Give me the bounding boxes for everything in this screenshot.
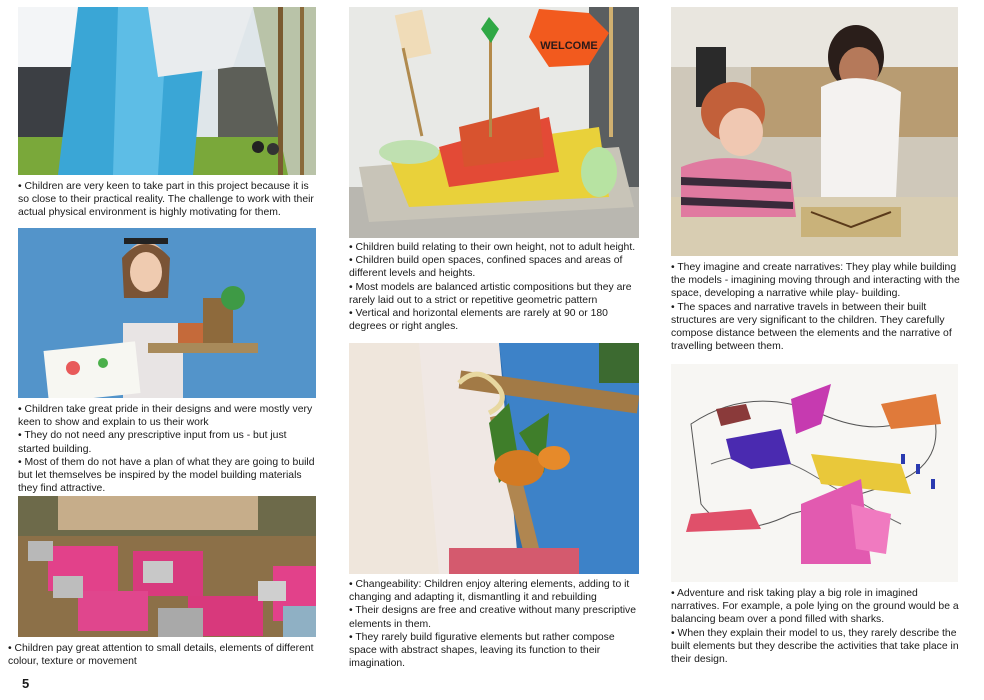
caption-line: • Most models are balanced artistic compositions but they are rarely laid out to a strict or repetitive geometric pattern xyxy=(349,281,632,306)
caption-adventure xyxy=(671,587,961,666)
caption-line: • Children pay great attention to small details, elements of different colour, texture or movement xyxy=(8,643,314,668)
caption-pride xyxy=(18,403,318,495)
caption-line: • Most of them do not have a plan of what they are going to build but let themselves be inspired by the model building materials they find attractive. xyxy=(18,456,315,495)
photo-tent-outdoors xyxy=(18,7,316,175)
caption-line: • Their designs are free and creative without many prescriptive elements in them. xyxy=(349,605,637,630)
caption-heights xyxy=(349,241,642,333)
caption-line: • Children build open spaces, confined spaces and areas of different levels and heights. xyxy=(349,255,623,280)
caption-changeability xyxy=(349,578,642,670)
caption-line: • Vertical and horizontal elements are rarely at 90 or 180 degrees or right angles. xyxy=(349,308,608,333)
caption-narratives xyxy=(671,261,961,353)
caption-line: • Children take great pride in their designs and were mostly very keen to show and explain to us their work xyxy=(18,404,313,429)
caption-line: • Adventure and risk taking play a big role in imagined narratives. For example, a pole lying on the ground would be a balancing beam over a pond filled with sharks. xyxy=(671,588,959,626)
welcome-sign: WELCOME xyxy=(540,40,598,52)
photo-childs-drawing xyxy=(671,364,958,582)
photo-girl-with-model xyxy=(18,228,316,398)
caption-line: • The spaces and narrative travels in between their built structures are very significant to the children. They carefully compose distance between the elements and the narrative of travelling between them. xyxy=(671,301,952,353)
caption-details xyxy=(8,642,323,668)
page-number: 5 xyxy=(22,676,30,691)
photo-children-building xyxy=(671,7,958,256)
caption-line: • When they explain their model to us, they rarely describe the built elements but they describe the activities that take place in their design. xyxy=(671,627,959,666)
caption-line: • They rarely build figurative elements but rather compose space with abstract shapes, leaving its function to their imagination. xyxy=(349,631,615,670)
caption-line: • They do not need any prescriptive input from us - but just started building. xyxy=(18,430,287,455)
caption-line: • Changeability: Children enjoy altering elements, adding to it changing and adapting it, dismantling it and rebuilding xyxy=(349,579,630,604)
caption-line: • Children are very keen to take part in this project because it is so close to their practical reality. The challenge to work with their actual physical environment is highly motivating for them. xyxy=(18,181,314,219)
photo-model-welcome-sign xyxy=(349,7,639,238)
caption-engagement xyxy=(18,180,318,220)
caption-line: • They imagine and create narratives: They play while building the models - imagining moving through and interacting with the space, developing a narrative while play- building. xyxy=(671,262,960,300)
caption-line: • Children build relating to their own height, not to adult height. xyxy=(349,242,636,253)
photo-tent-flowers xyxy=(349,343,639,574)
photo-pink-tiles-detail xyxy=(18,496,316,637)
